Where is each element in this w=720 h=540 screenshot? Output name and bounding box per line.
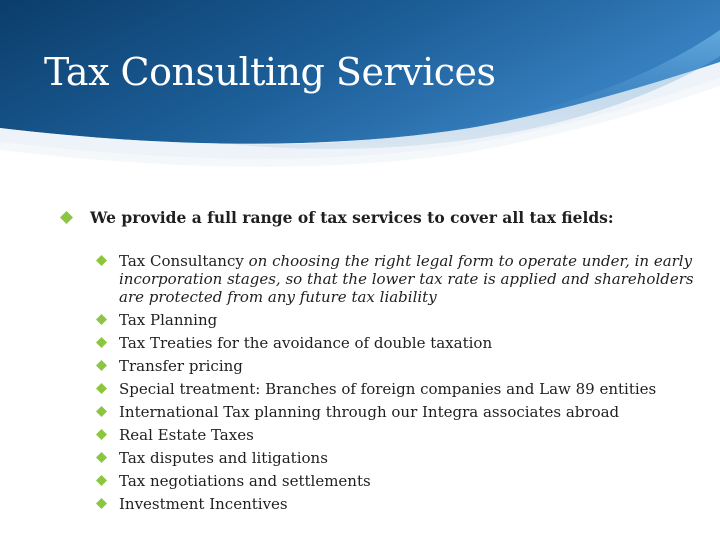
list-item-text: Tax Consultancy on choosing the right legal form to operate under, in early incorporation stages, so that the lower tax rate is applied and shareholders are protected from any future tax liability bbox=[119, 252, 694, 306]
list-item-text: Tax disputes and litigations bbox=[119, 449, 328, 467]
green-diamond-icon bbox=[96, 380, 119, 394]
green-diamond-icon bbox=[96, 495, 119, 509]
list-item-text: Tax negotiations and settlements bbox=[119, 472, 371, 490]
list-item bbox=[96, 403, 696, 421]
list-item-text: Transfer pricing bbox=[119, 357, 243, 375]
list-item bbox=[96, 357, 696, 375]
list-item bbox=[96, 311, 696, 329]
list-item bbox=[96, 380, 696, 398]
green-diamond-icon bbox=[60, 208, 90, 224]
green-diamond-icon bbox=[96, 334, 119, 348]
main-bullet-point bbox=[60, 208, 700, 227]
green-diamond-icon bbox=[96, 252, 119, 266]
slide-title: Tax Consulting Services bbox=[44, 50, 496, 94]
list-item bbox=[96, 426, 696, 444]
list-item-text: Special treatment: Branches of foreign companies and Law 89 entities bbox=[119, 380, 657, 398]
green-diamond-icon bbox=[96, 357, 119, 371]
list-item-text: Real Estate Taxes bbox=[119, 426, 254, 444]
sub-bullet-list bbox=[96, 252, 696, 518]
list-item bbox=[96, 495, 696, 513]
green-diamond-icon bbox=[96, 311, 119, 325]
main-point-text: We provide a full range of tax services to cover all tax fields: bbox=[90, 208, 614, 227]
list-item-text: Investment Incentives bbox=[119, 495, 288, 513]
list-item bbox=[96, 252, 696, 306]
list-item bbox=[96, 449, 696, 467]
list-item bbox=[96, 334, 696, 352]
green-diamond-icon bbox=[96, 426, 119, 440]
list-item-text: International Tax planning through our Integra associates abroad bbox=[119, 403, 620, 421]
green-diamond-icon bbox=[96, 472, 119, 486]
list-item bbox=[96, 472, 696, 490]
green-diamond-icon bbox=[96, 403, 119, 417]
list-item-text: Tax Treaties for the avoidance of double taxation bbox=[119, 334, 493, 352]
green-diamond-icon bbox=[96, 449, 119, 463]
list-item-text: Tax Planning bbox=[119, 311, 218, 329]
header-swoosh-background bbox=[0, 0, 720, 200]
